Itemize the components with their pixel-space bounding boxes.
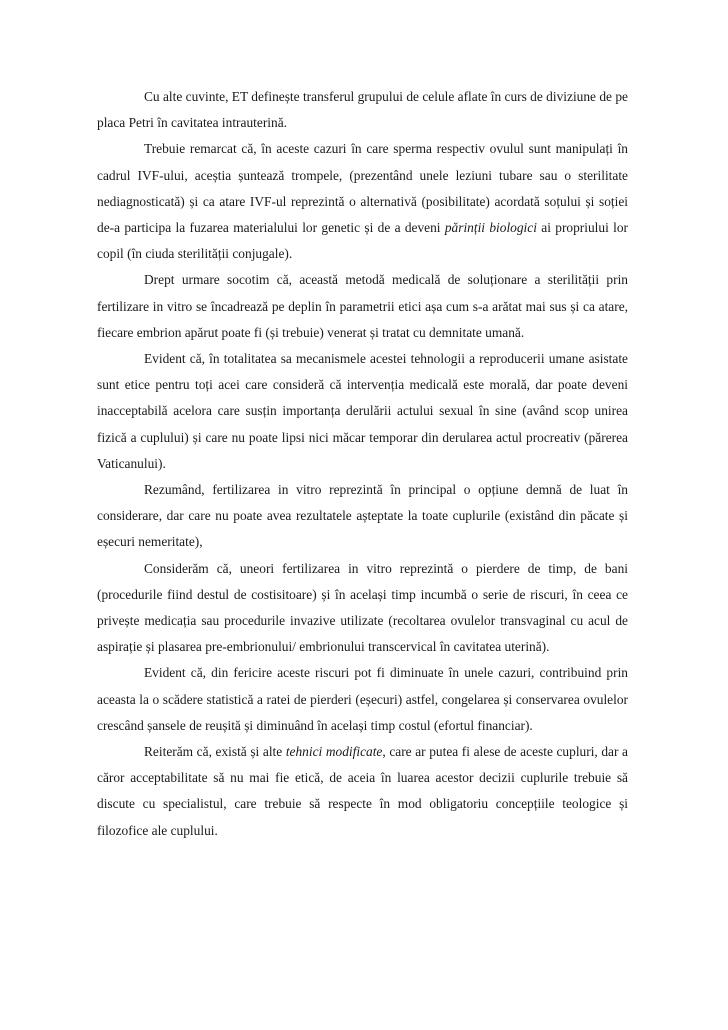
paragraph-risks-costs: Considerăm că, uneori fertilizarea in vitro reprezintă o pierdere de timp, de bani (procedurile fiind destul de costisitoare) și în același timp incumbă o serie de riscuri, în ceea ce privește medicația sau procedurile invazive utilizate (recoltarea ovulelor transvaginal cu acul de aspirație și plasarea pre-embrionului/ embrionului transcervical în cavitatea uterină).: [97, 560, 628, 655]
paragraph-text-start: Trebuie remarcat că, în aceste cazuri în care sperma respectiv ovulul sunt manipulați în cadrul IVF-ului, aceștia șuntează trompele, (prezentând unele leziuni tubare sau o sterilitate nediagnosticată) și ca atare IVF-ul reprezintă o alternativă (posibilitate) acordată soțului și soției de-a participa la fuzarea materialului lor genetic și de a deveni: [97, 141, 628, 236]
document-body: [97, 84, 628, 844]
emphasis-modified-techniques: tehnici modificate: [285, 744, 383, 760]
paragraph-text-end: ai propriului lor copil (în ciuda sterilității conjugale).: [97, 220, 628, 262]
paragraph-summary: Rezumând, fertilizarea in vitro reprezintă în principal o opțiune demnă de luat în considerare, dar care nu poate avea rezultatele așteptate la toate cuplurile (existând din păcate și eșecuri nemeritate),: [97, 482, 628, 550]
paragraph-modified-techniques: [97, 739, 628, 844]
paragraph-et-definition: Cu alte cuvinte, ET definește transferul grupului de celule aflate în curs de diviziune de pe placa Petri în cavitatea intrauterină.: [97, 89, 628, 131]
paragraph-ethical-parameters: Drept urmare socotim că, această metodă medicală de soluționare a sterilității prin fertilizare in vitro se încadrează pe deplin în parametrii etici așa cum s-a arătat mai sus și ca atare, fiecare embrion apărut poate fi (și trebuie) venerat și tratat cu demnitate umană.: [97, 272, 628, 340]
emphasis-biological-parents: părinții biologici: [444, 220, 537, 236]
paragraph-vatican-view: Evident că, în totalitatea sa mecanismele acestei tehnologii a reproducerii umane asistate sunt etice pentru toți acei care consideră că intervenția medicală este morală, dar poate deveni inacceptabilă acelora care susțin importanța derulării actului sexual în sine (având scop unirea fizică a cuplului) și care nu poate lipsi nici măcar temporar din derularea actul procreativ (părerea Vaticanului).: [97, 351, 628, 471]
paragraph-text-start: Reiterăm că, există și alte: [144, 744, 286, 760]
paragraph-text-end: , care ar putea fi alese de aceste cupluri, dar a căror acceptabilitate să nu mai fie etică, de aceia în luarea acestor decizii cuplurile trebuie să discute cu specialistul, care trebuie să respecte în mod obligatoriu concepțiile teologice și filozofice ale cuplului.: [97, 744, 629, 838]
paragraph-risk-reduction: Evident că, din fericire aceste riscuri pot fi diminuate în unele cazuri, contribuind prin aceasta la o scădere statistică a ratei de pierderi (eșecuri) astfel, congelarea și conservarea ovulelor crescând șansele de reușită și diminuând în același timp costul (efortul financiar).: [97, 665, 628, 733]
paragraph-ivf-alternative: [97, 136, 628, 267]
